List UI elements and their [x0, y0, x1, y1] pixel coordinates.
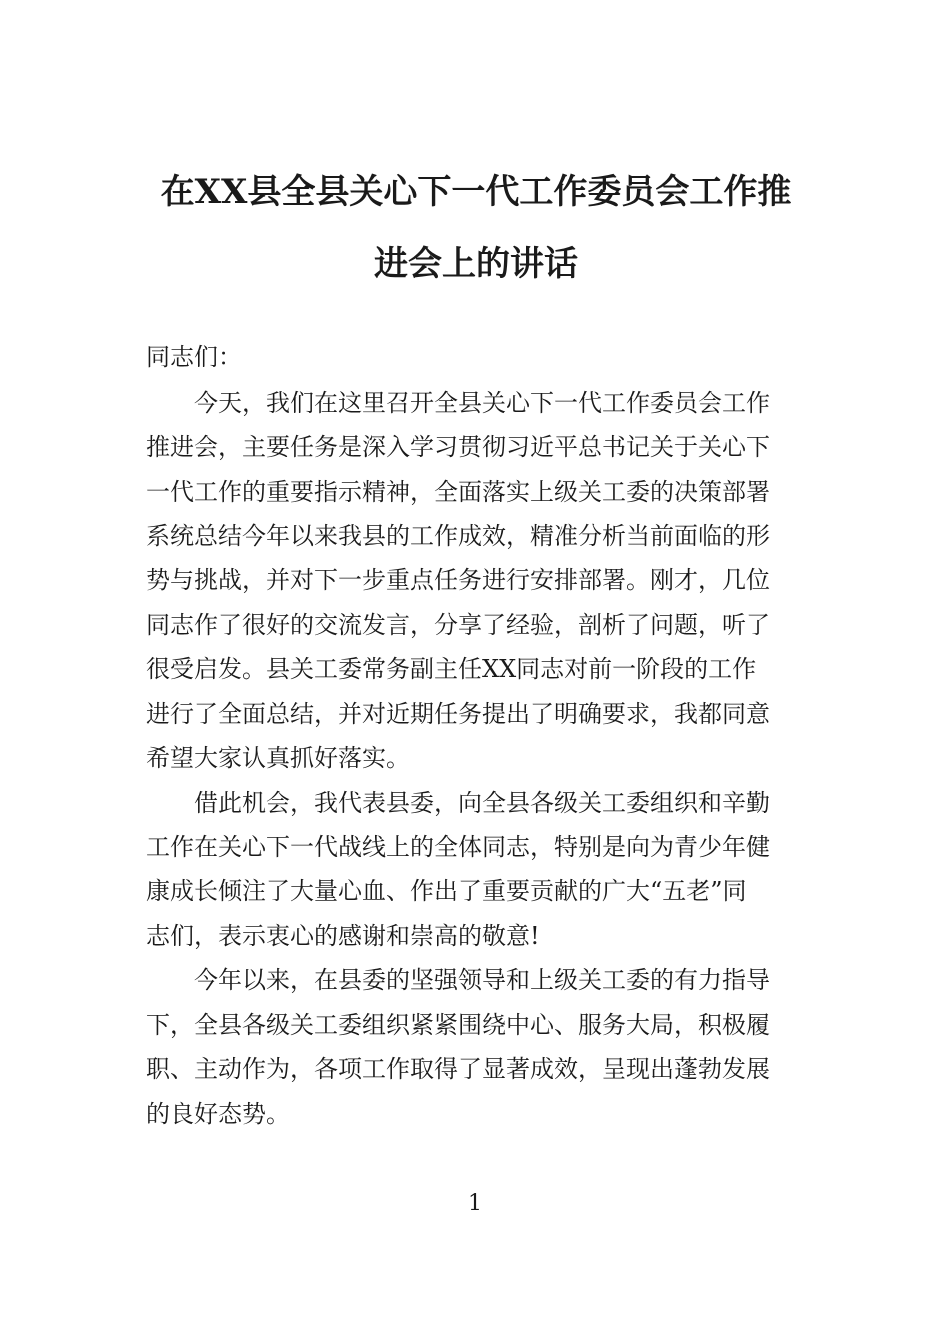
document-title-line-2: 进会上的讲话 [374, 244, 578, 284]
paragraph-line: 志们，表示衷心的感谢和崇高的敬意! [146, 922, 540, 950]
page-number: 1 [468, 1191, 482, 1216]
paragraph-line: 工作在关心下一代战线上的全体同志，特别是向为青少年健 [146, 833, 770, 861]
paragraph-line: 推进会，主要任务是深入学习贯彻习近平总书记关于关心下 [146, 433, 770, 461]
paragraph-line: 进行了全面总结，并对近期任务提出了明确要求，我都同意 [146, 700, 770, 728]
paragraph-line: 势与挑战，并对下一步重点任务进行安排部署。刚才，几位 [146, 566, 770, 594]
paragraph-line: 借此机会，我代表县委，向全县各级关工委组织和辛勤 [146, 789, 770, 817]
paragraph-line: 很受启发。县关工委常务副主任XX同志对前一阶段的工作 [146, 655, 757, 683]
paragraph-line: 的良好态势。 [146, 1100, 290, 1128]
paragraph-line: 下，全县各级关工委组织紧紧围绕中心、服务大局，积极履 [146, 1011, 770, 1039]
paragraph-line: 今天，我们在这里召开全县关心下一代工作委员会工作 [146, 389, 770, 417]
document-title-line-1: 在XX县全县关心下一代工作委员会工作推 [160, 172, 792, 212]
paragraph-line: 一代工作的重要指示精神，全面落实上级关工委的决策部署 [146, 478, 770, 506]
paragraph-line: 同志作了很好的交流发言，分享了经验，剖析了问题，听了 [146, 611, 770, 639]
paragraph-line: 康成长倾注了大量心血、作出了重要贡献的广大“五老”同 [146, 877, 747, 905]
salutation: 同志们： [146, 343, 242, 371]
paragraph-line: 系统总结今年以来我县的工作成效，精准分析当前面临的形 [146, 522, 770, 550]
paragraph-line: 职、主动作为，各项工作取得了显著成效，呈现出蓬勃发展 [146, 1055, 770, 1083]
paragraph-line: 今年以来，在县委的坚强领导和上级关工委的有力指导 [146, 966, 770, 994]
paragraph-line: 希望大家认真抓好落实。 [146, 744, 410, 772]
